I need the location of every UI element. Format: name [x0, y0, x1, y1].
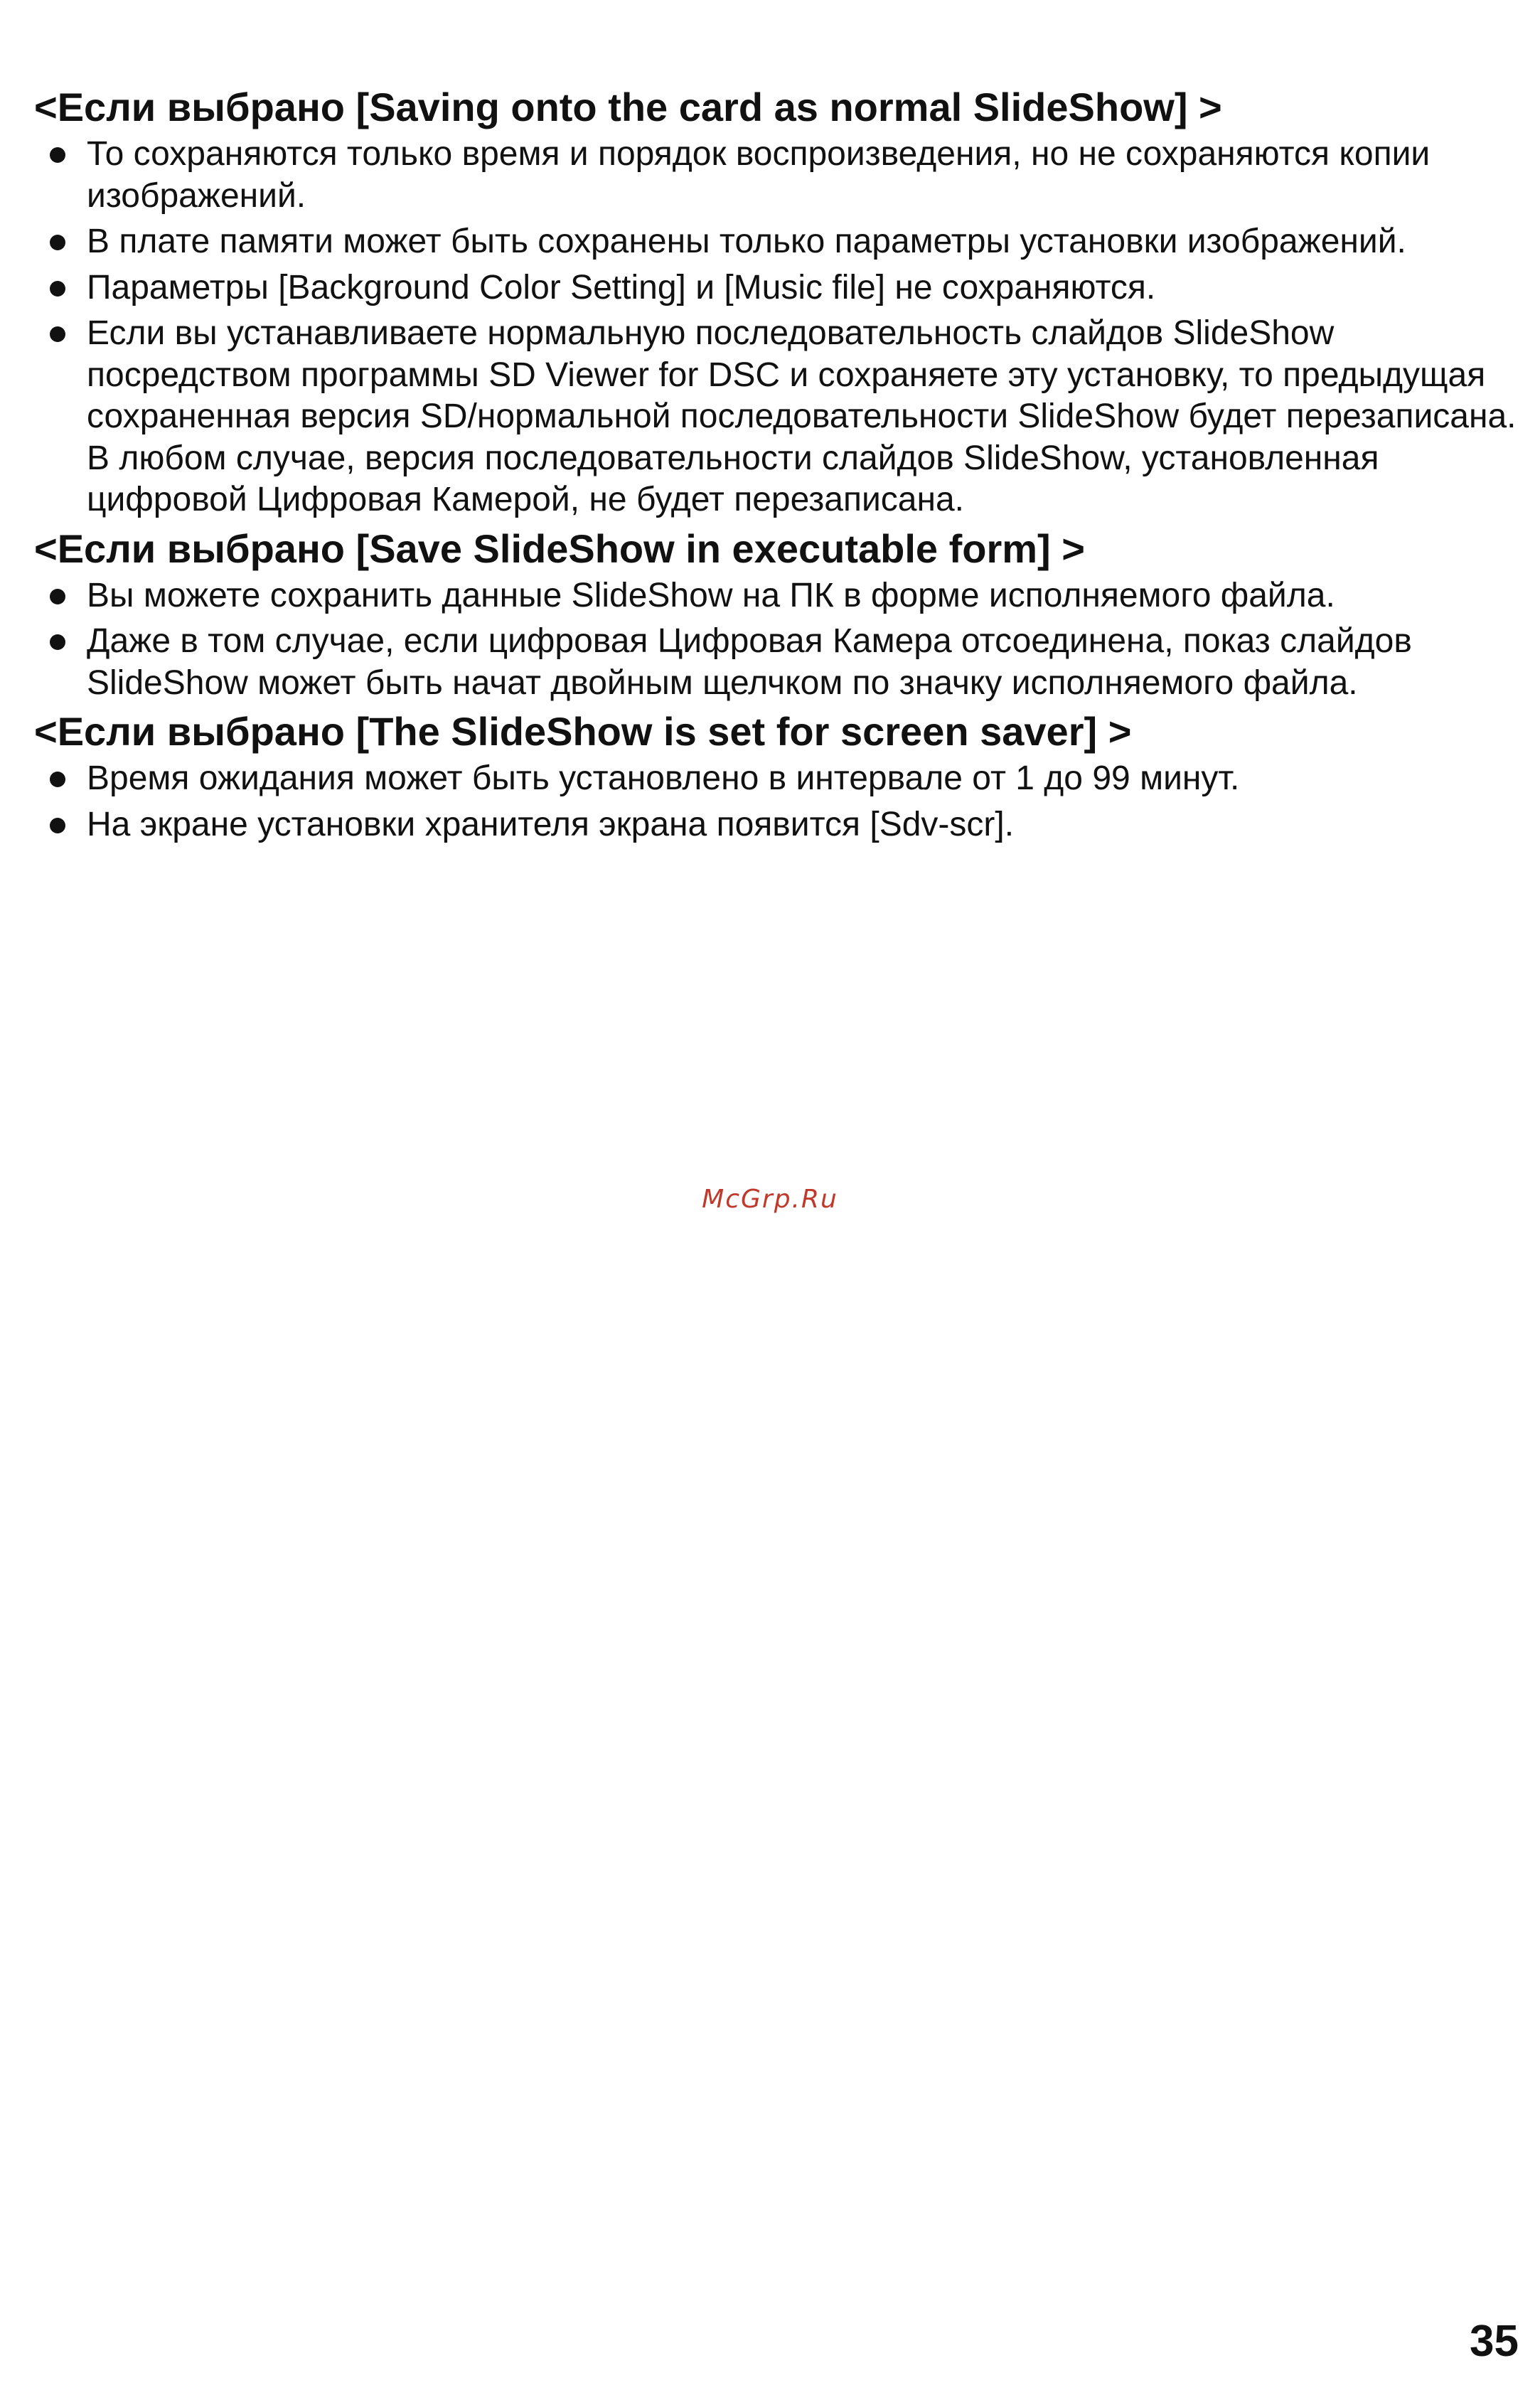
bullet-icon [50, 326, 65, 342]
list-item-text: На экране установки хранителя экрана появится [Sdv-scr]. [87, 805, 1015, 843]
bullet-icon [50, 589, 65, 604]
list-item-text: Параметры [Background Color Setting] и [Music file] не сохраняются. [87, 268, 1156, 306]
list-item [34, 575, 1520, 617]
list-item-text: Если вы устанавливаете нормальную последовательность слайдов SlideShow посредством программы SD Viewer for DSC и сохраняете эту установку, то предыдущая сохраненная версия SD/нормальной последовательности SlideShow будет перезаписана. В любом случае, версия последовательности слайдов SlideShow, установленная цифровой Цифровая Камерой, не будет перезаписана. [87, 314, 1517, 518]
section-heading-screen-saver: <Если выбрано [The SlideShow is set for screen saver] > [34, 709, 1132, 754]
list-item [34, 621, 1520, 704]
list-item-text: Вы можете сохранить данные SlideShow на ПК в форме исполняемого файла. [87, 576, 1335, 614]
list-item-text: То сохраняются только время и порядок воспроизведения, но не сохраняются копии изображений. [87, 135, 1431, 215]
section-heading-executable-form: <Если выбрано [Save SlideShow in executable form] > [34, 526, 1085, 571]
watermark: McGrp.Ru [702, 1185, 838, 1214]
bullet-icon [50, 818, 65, 833]
bullet-list-normal-slideshow [34, 134, 1520, 521]
bullet-icon [50, 634, 65, 650]
bullet-icon [50, 235, 65, 250]
page-content [34, 84, 1520, 850]
list-item [34, 804, 1520, 846]
list-item-text: Даже в том случае, если цифровая Цифровая Камера отсоединена, показ слайдов SlideShow может быть начат двойным щелчком по значку исполняемого файла. [87, 622, 1412, 702]
list-item [34, 267, 1520, 309]
list-item [34, 221, 1520, 263]
bullet-icon [50, 281, 65, 297]
list-item [34, 758, 1520, 800]
list-item [34, 134, 1520, 217]
list-item-text: В плате памяти может быть сохранены только параметры установки изображений. [87, 223, 1406, 260]
bullet-list-executable-form [34, 575, 1520, 705]
page-number: 35 [1470, 2317, 1519, 2366]
bullet-icon [50, 772, 65, 787]
list-item [34, 313, 1520, 521]
bullet-icon [50, 147, 65, 163]
section-heading-normal-slideshow: <Если выбрано [Saving onto the card as normal SlideShow] > [34, 85, 1222, 129]
list-item-text: Время ожидания может быть установлено в интервале от 1 до 99 минут. [87, 759, 1240, 797]
bullet-list-screen-saver [34, 758, 1520, 846]
